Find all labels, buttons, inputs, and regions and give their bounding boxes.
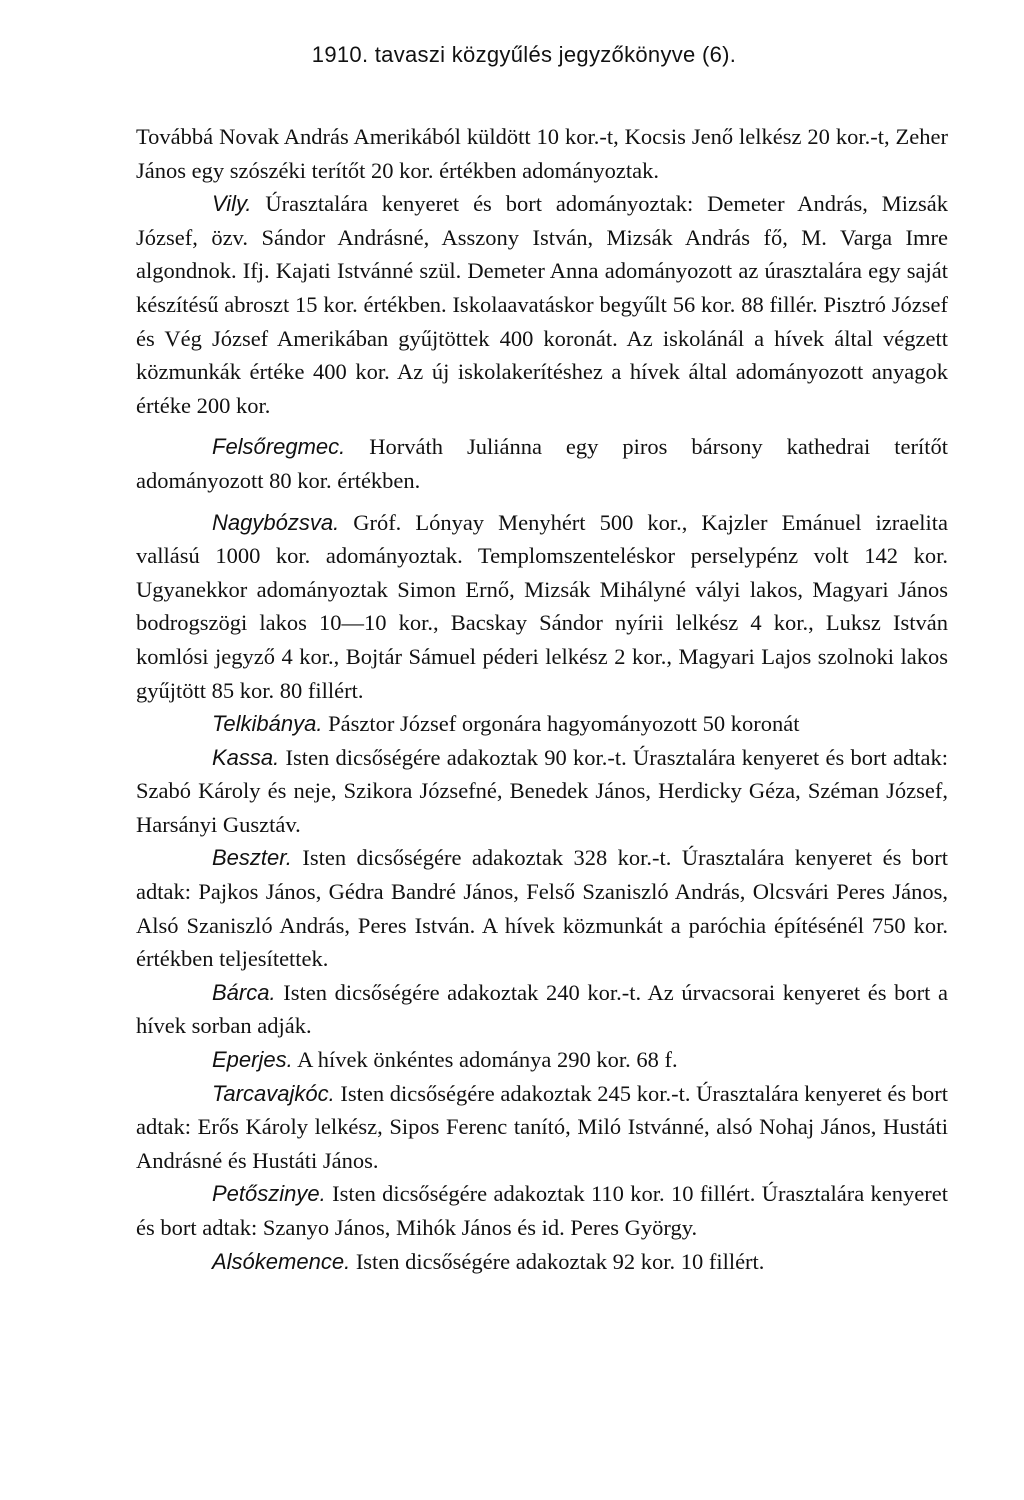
place-name: Petőszinye.	[212, 1181, 326, 1207]
place-name: Tarcavajkóc.	[212, 1080, 335, 1106]
paragraph-text: Isten dicsőségére adakoztak 240 kor.-t. Az úrvacsorai kenyeret és bort a hívek sorban adják.	[136, 979, 949, 1039]
paragraph-text: Úrasztalára kenyeret és bort adományoztak: Demeter András, Mizsák József, özv. Sándor Andrásné, Asszony István, Mizsák András fő, M. Varga Imre algondnok. Ifj. Kajati Istvánné szül. Demeter Anna adományozott az úrasztalára egy saját készítésű abroszt 15 kor. értékben. Iskolaavatáskor begyűlt 56 kor. 88 fillér. Pisztró József és Vég József Amerikában gyűjtöttek 400 koronát. Az iskolánál a hívek által végzett közmunkák értéke 400 kor. Az új iskolakerítéshez a hívek által adományozott anyagok értéke 200 kor.	[136, 191, 949, 418]
place-name: Beszter.	[212, 845, 292, 871]
place-name: Bárca.	[212, 979, 276, 1005]
paragraph-text: A hívek önkéntes adománya 290 kor. 68 f.	[297, 1047, 678, 1073]
page-header: 1910. tavaszi közgyűlés jegyzőkönyve (6).	[311, 42, 737, 67]
paragraph-felsoregmec	[136, 430, 948, 497]
paragraph-telkibanya	[136, 707, 948, 741]
paragraph-text: Isten dicsőségére adakoztak 92 kor. 10 fillért.	[355, 1248, 765, 1274]
paragraph-text: Isten dicsőségére adakoztak 245 kor.-t. Úrasztalára kenyeret és bort adtak: Erős Károly lelkész, Sipos Ferenc tanító, Miló Istvánné, alsó Nohaj János, Hustáti Andrásné és Hustáti János.	[136, 1080, 949, 1173]
body-text	[136, 120, 948, 1278]
paragraph-text: Továbbá Novak András Amerikából küldött 10 kor.-t, Kocsis Jenő lelkész 20 kor.-t, Zeher János egy szószéki terítőt 20 kor. értékben adományoztak.	[136, 124, 948, 183]
paragraph-alsokemence	[136, 1245, 948, 1279]
paragraph-text: Horváth Juliánna egy piros bársony kathedrai terítőt adományozott 80 kor. értékben.	[136, 434, 949, 493]
place-name: Kassa.	[212, 744, 280, 770]
place-name: Felsőregmec.	[212, 434, 346, 460]
place-name: Eperjes.	[212, 1047, 293, 1073]
paragraph-text: Isten dicsőségére adakoztak 110 kor. 10 fillért. Úrasztalára kenyeret és bort adtak: Szanyo János, Mihók János és id. Peres György.	[136, 1181, 948, 1240]
place-name: Vily.	[212, 191, 252, 217]
paragraph-beszter	[136, 841, 948, 975]
paragraph-petoszinye	[136, 1177, 948, 1244]
paragraph-text: Isten dicsőségére adakoztak 328 kor.-t. Úrasztalára kenyeret és bort adtak: Pajkos János, Gédra Bandré János, Felső Szaniszló András, Olcsvári Peres János, Alsó Szaniszló András, Peres István. A hívek közmunkát a paróchia építésénél 750 kor. értékben teljesítettek.	[136, 845, 949, 972]
place-name: Nagybózsva.	[212, 509, 340, 535]
paragraph-vily	[136, 187, 948, 422]
place-name: Telkibánya.	[212, 711, 323, 737]
paragraph-eperjes	[136, 1043, 948, 1077]
paragraph-nagybozsva	[136, 506, 948, 708]
paragraph-intro	[136, 120, 948, 187]
place-name: Alsókemence.	[212, 1248, 351, 1274]
paragraph-text: Pásztor József orgonára hagyományozott 50 koronát	[328, 711, 800, 737]
paragraph-barca	[136, 976, 948, 1043]
paragraph-text: Gróf. Lónyay Menyhért 500 kor., Kajzler Emánuel izraelita vallású 1000 kor. adományoztak. Templomszenteléskor perselypénz volt 142 kor. Ugyanekkor adományoztak Simon Ernő, Mizsák Mihályné vályi lakos, Magyari János bodrogszögi lakos 10—10 kor., Bacskay Sándor nyírii lelkész 4 kor., Luksz István komlósi jegyző 4 kor., Bojtár Sámuel péderi lelkész 2 kor., Magyari Lajos szolnoki lakos gyűjtött 85 kor. 80 fillért.	[136, 509, 948, 703]
paragraph-tarcavajkoc	[136, 1077, 948, 1178]
paragraph-kassa	[136, 741, 948, 842]
paragraph-text: Isten dicsőségére adakoztak 90 kor.-t. Úrasztalára kenyeret és bort adtak: Szabó Károly és neje, Szikora Józsefné, Benedek János, Herdicky Géza, Széman József, Harsányi Gusztáv.	[136, 744, 948, 837]
